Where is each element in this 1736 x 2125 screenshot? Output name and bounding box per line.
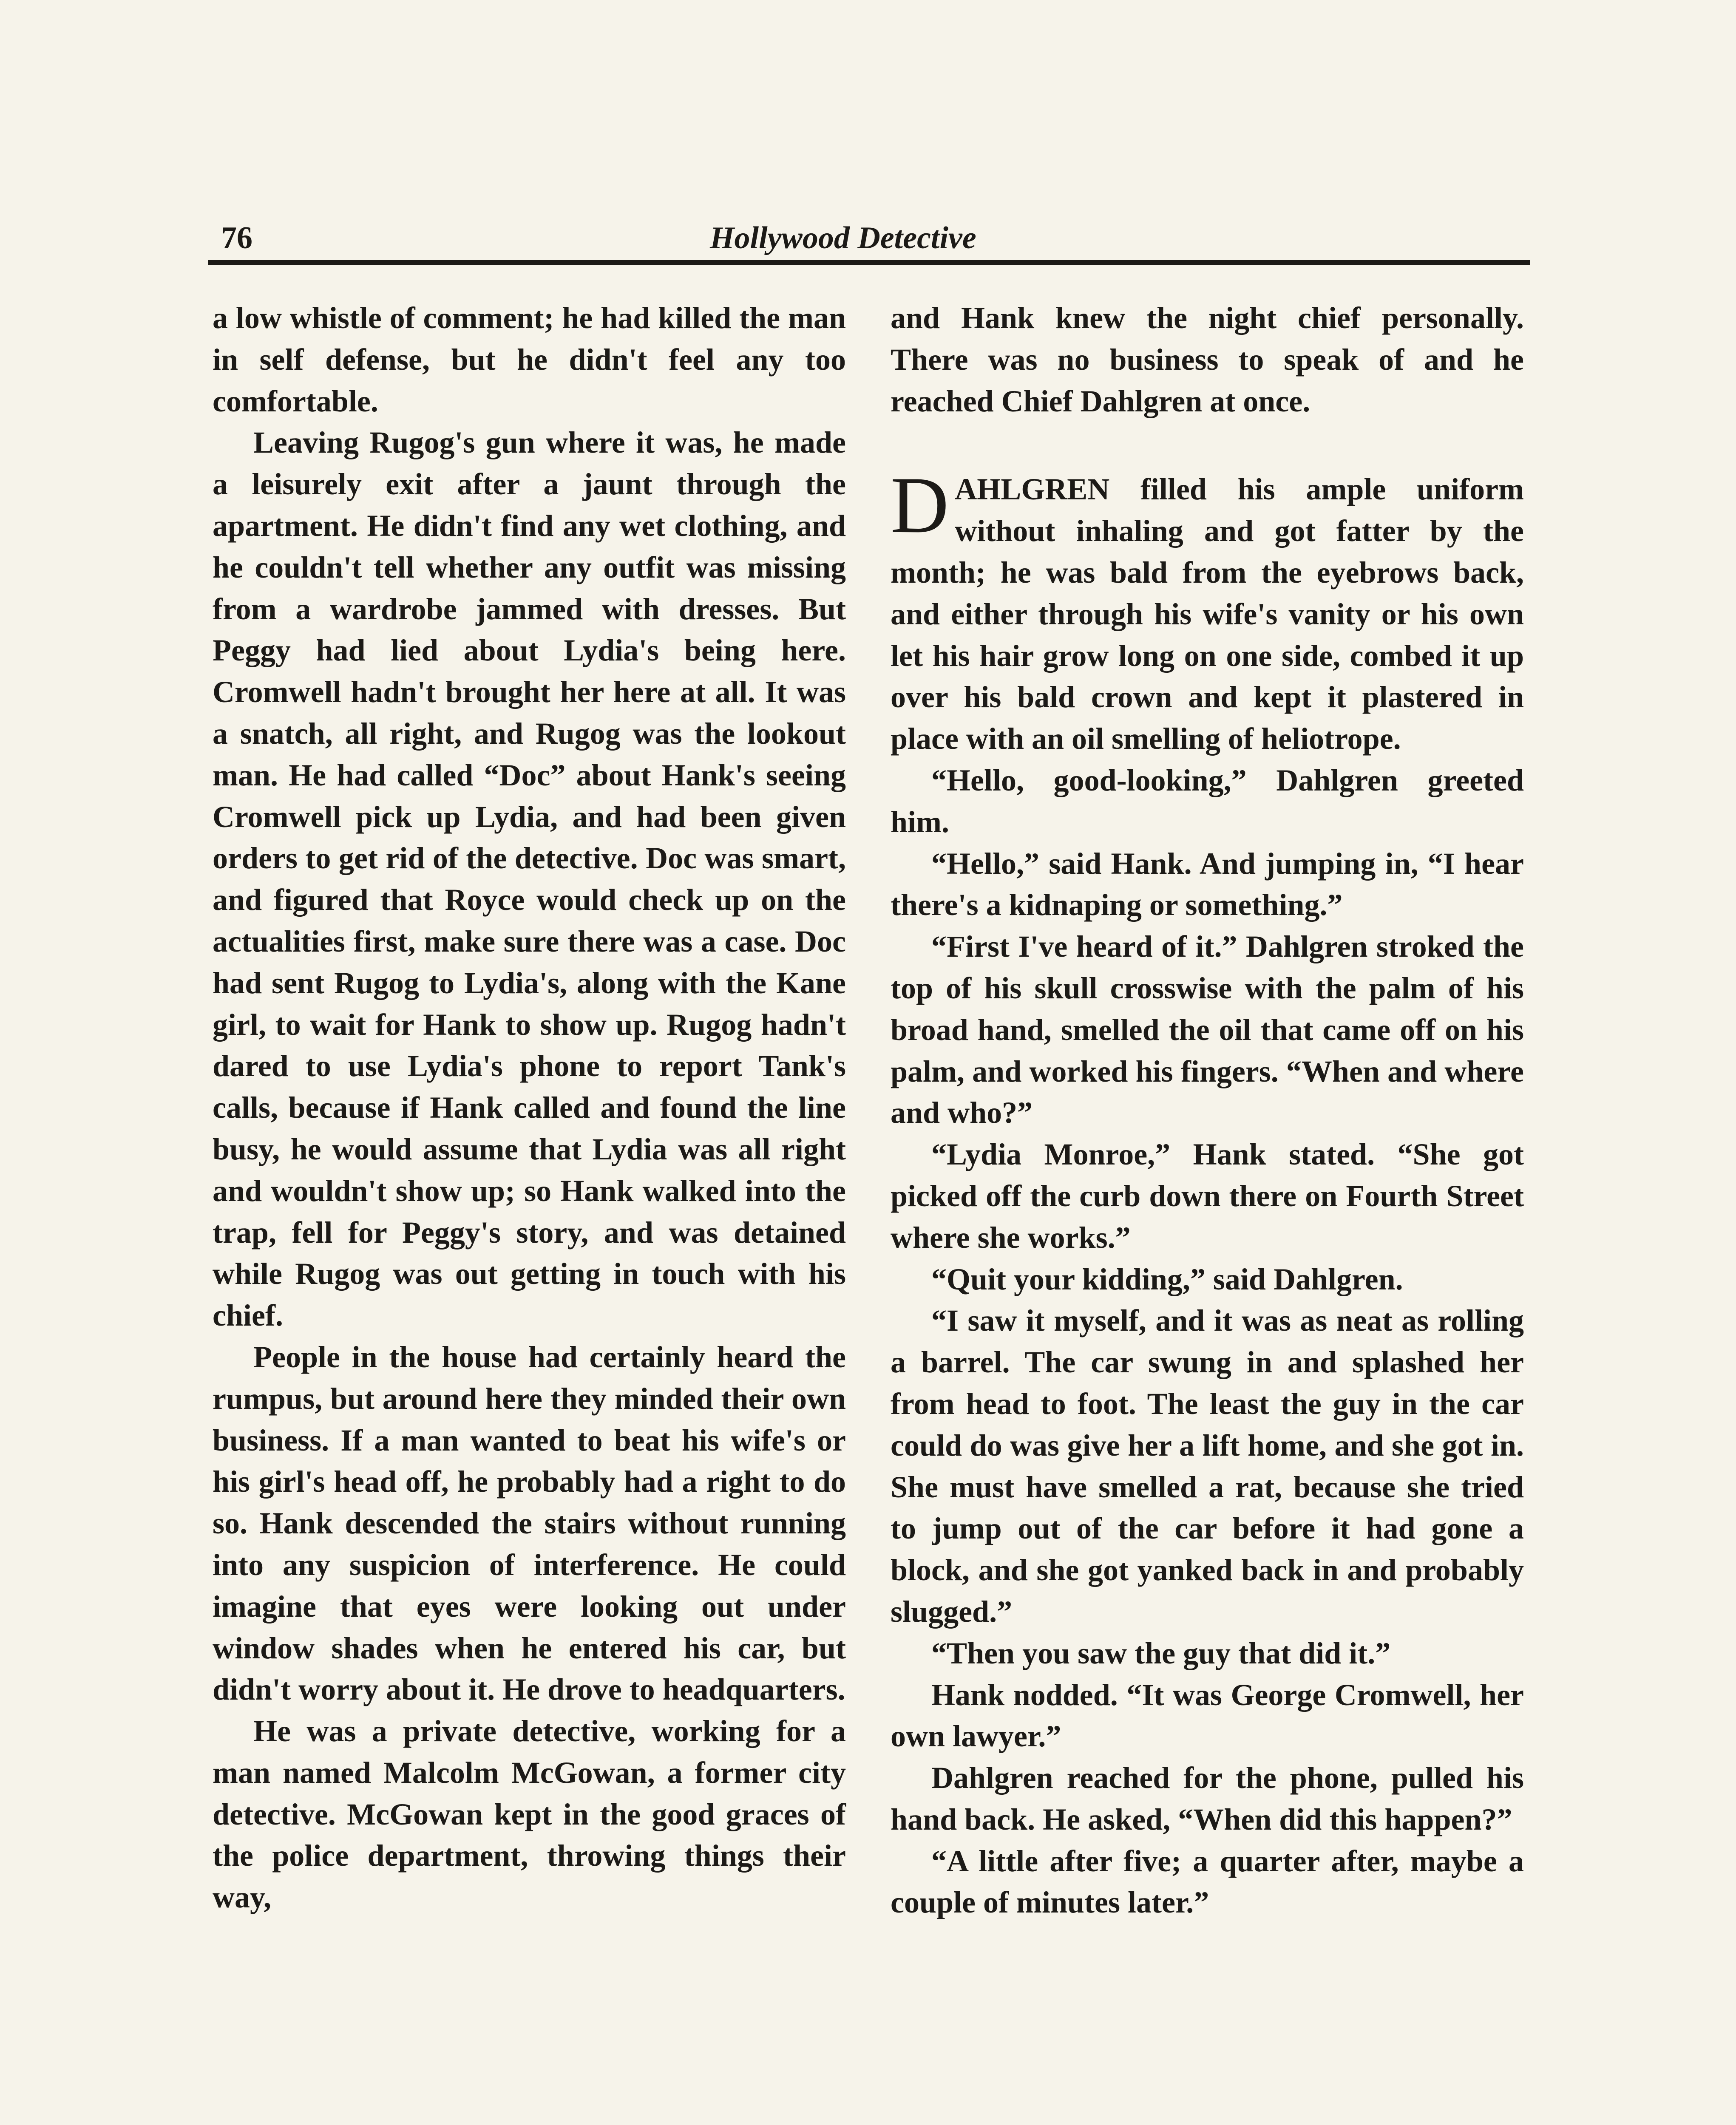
running-head (208, 212, 1535, 264)
paragraph: Leaving Rugog's gun where it was, he made a leisurely exit after a jaunt through the apartment. He didn't find any wet clothing, and he couldn't tell whether any outfit was missing from a wardrobe jammed with dresses. But Peggy had lied about Lydia's being here. Cromwell hadn't brought her here at all. It was a snatch, all right, and Rugog was the lookout man. He had called “Doc” about Hank's seeing Cromwell pick up Lydia, and had been given orders to get rid of the detective. Doc was smart, and figured that Royce would check up on the actualities first, make sure there was a case. Doc had sent Rugog to Lydia's, along with the Kane girl, to wait for Hank to show up. Rugog hadn't dared to use Lydia's phone to report Tank's calls, because if Hank called and found the line busy, he would assume that Lydia was all right and wouldn't show up; so Hank walked into the trap, fell for Peggy's story, and was detained while Rugog was out getting in touch with his chief. (213, 425, 846, 1333)
paragraph: “Lydia Monroe,” Hank stated. “She got picked off the curb down there on Fourth Street where she works.” (891, 1137, 1524, 1255)
paragraph: “Quit your kidding,” said Dahlgren. (931, 1262, 1403, 1296)
paragraph: “First I've heard of it.” Dahlgren stroked the top of his skull crosswise with the palm of his broad hand, smelled the oil that came off on his palm, and worked his fingers. “When and where and who?” (891, 929, 1524, 1130)
section-opening-text: AHLGREN filled his ample uniform without inhaling and got fatter by the month; he was bald from the eyebrows back, and either through his wife's vanity or his own let his hair grow long on one side, combed it up over his bald crown and kept it plastered in place with an oil smelling of heliotrope. (891, 472, 1524, 756)
paragraph: “A little after five; a quarter after, maybe a couple of minutes later.” (891, 1844, 1524, 1920)
journal-title: Hollywood Detective (710, 221, 976, 255)
section-opening-paragraph (891, 461, 1524, 760)
drop-cap: D (891, 461, 949, 550)
paragraph: He was a private detective, working for a man named Malcolm McGowan, a former city detective. McGowan kept in the good graces of the police department, throwing things their way, (213, 1714, 846, 1915)
paragraph: Dahlgren reached for the phone, pulled his hand back. He asked, “When did this happen?” (891, 1761, 1524, 1836)
header-rule (208, 260, 1530, 265)
right-column (891, 298, 1524, 1924)
paragraph: “Hello, good-looking,” Dahlgren greeted him. (891, 763, 1524, 839)
paragraph: “Hello,” said Hank. And jumping in, “I hear there's a kidnaping or something.” (891, 846, 1524, 922)
paragraph: a low whistle of comment; he had killed the man in self defense, but he didn't feel any too comfortable. (213, 301, 846, 418)
paragraph: “I saw it myself, and it was as neat as rolling a barrel. The car swung in and splashed her from head to foot. The least the guy in the car could do was give her a lift home, and she got in. She must have smelled a rat, because she tried to jump out of the car before it had gone a block, and she got yanked back in and probably slugged.” (891, 1303, 1524, 1629)
paragraph: “Then you saw the guy that did it.” (931, 1636, 1391, 1670)
paragraph: Hank nodded. “It was George Cromwell, her own lawyer.” (891, 1677, 1524, 1754)
left-column (213, 298, 846, 1918)
paragraph: and Hank knew the night chief personally. There was no business to speak of and he reached Chief Dahlgren at once. (891, 301, 1524, 418)
page-number: 76 (221, 221, 252, 255)
paragraph: People in the house had certainly heard the rumpus, but around here they minded their own business. If a man wanted to beat his wife's or his girl's head off, he probably had a right to do so. Hank descended the stairs without running into any suspicion of interference. He could imagine that eyes were looking out under window shades when he entered his car, but didn't worry about it. He drove to headquarters. (213, 1340, 846, 1707)
